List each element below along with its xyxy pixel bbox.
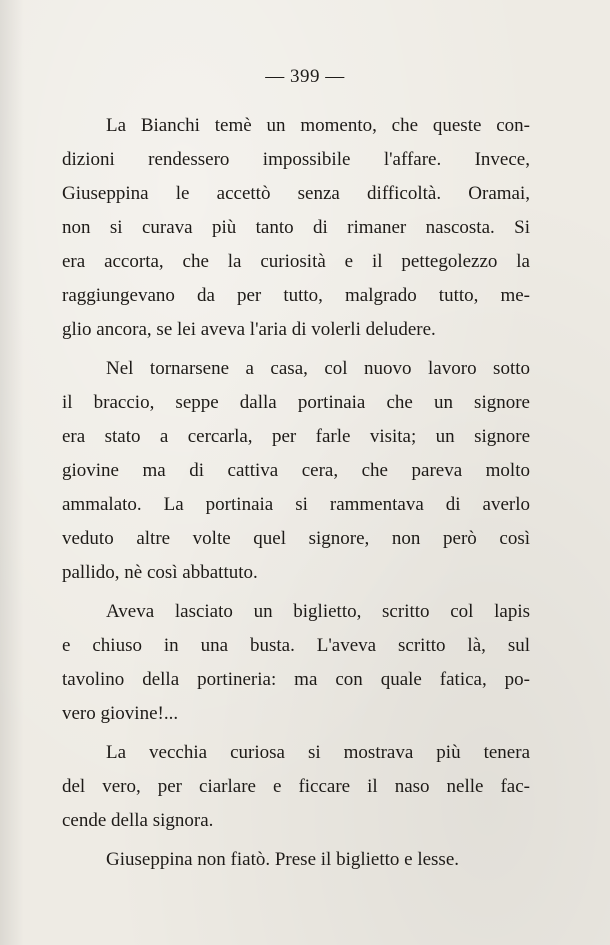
text-line: veduto altre volte quel signore, non però così <box>62 528 530 549</box>
page-number: — 399 — <box>265 66 345 87</box>
text-line: dizioni rendessero impossibile l'affare. Invece, <box>62 149 530 170</box>
text-line: raggiungevano da per tutto, malgrado tutto, me- <box>62 285 530 306</box>
text-line: Nel tornarsene a casa, col nuovo lavoro sotto <box>106 358 530 379</box>
paragraph <box>62 109 530 347</box>
paragraph <box>62 843 530 877</box>
text-line: giovine ma di cattiva cera, che pareva molto <box>62 460 530 481</box>
text-line: cende della signora. <box>62 810 214 831</box>
text-line: non si curava più tanto di rimaner nascosta. Si <box>62 217 530 238</box>
text-line: il braccio, seppe dalla portinaia che un signore <box>62 392 530 413</box>
page-gutter-shadow <box>0 0 24 945</box>
text-line: era stato a cercarla, per farle visita; un signore <box>62 426 530 447</box>
text-line: era accorta, che la curiosità e il pettegolezzo la <box>62 251 530 272</box>
text-line: tavolino della portineria: ma con quale fatica, po- <box>62 669 530 690</box>
text-line: Aveva lasciato un biglietto, scritto col lapis <box>106 601 530 622</box>
text-line: del vero, per ciarlare e ficcare il naso nelle fac- <box>62 776 530 797</box>
text-line: e chiuso in una busta. L'aveva scritto là, sul <box>62 635 530 656</box>
paragraph <box>62 595 530 731</box>
text-line: Giuseppina le accettò senza difficoltà. Oramai, <box>62 183 530 204</box>
text-line: La Bianchi temè un momento, che queste con- <box>106 115 530 136</box>
paragraph <box>62 352 530 590</box>
text-line: vero giovine!... <box>62 703 179 724</box>
text-line: La vecchia curiosa si mostrava più tenera <box>106 742 530 763</box>
text-line: glio ancora, se lei aveva l'aria di volerli deludere. <box>62 319 436 340</box>
paragraph <box>62 736 530 838</box>
text-line: Giuseppina non fiatò. Prese il biglietto e lesse. <box>106 849 460 870</box>
body-text <box>62 109 530 882</box>
text-line: pallido, nè così abbattuto. <box>62 562 258 583</box>
text-line: ammalato. La portinaia si rammentava di averlo <box>62 494 530 515</box>
